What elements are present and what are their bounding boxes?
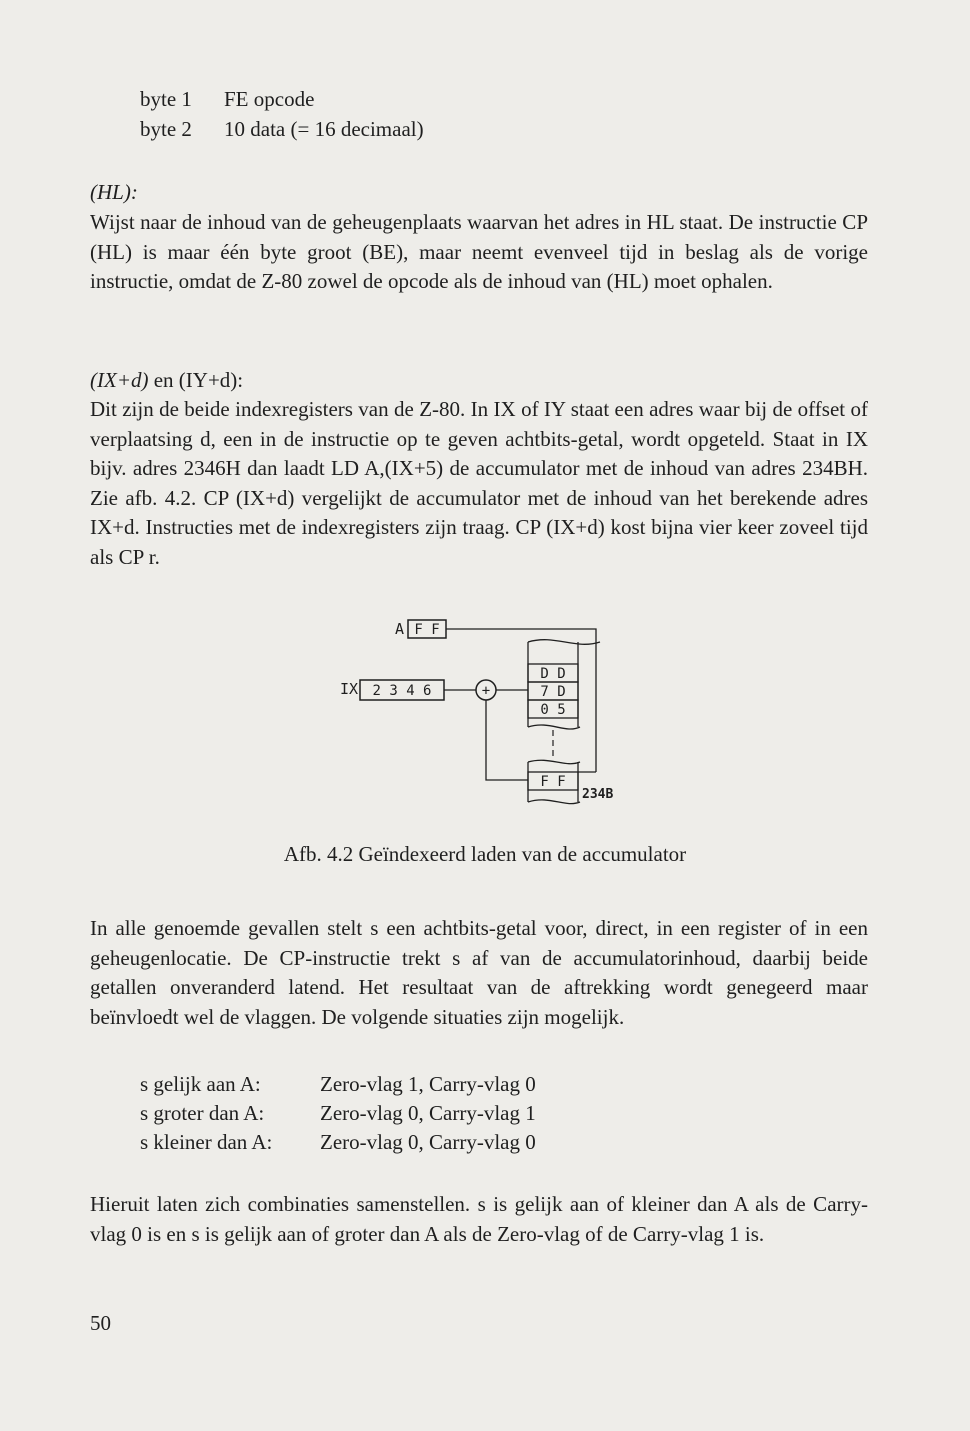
hl-heading: (HL):: [90, 180, 138, 204]
memory-cell-value: D D: [540, 666, 566, 682]
memory-cell-value: 0 5: [540, 702, 566, 718]
figure-caption: Afb. 4.2 Geïndexeerd laden van de accumulator: [283, 842, 687, 866]
a-register-label: A: [395, 620, 405, 638]
byte-value: 10 data (= 16 decimaal): [224, 117, 424, 141]
situation-condition: s gelijk aan A:: [140, 1072, 261, 1096]
situation-condition: s groter dan A:: [140, 1101, 265, 1125]
memory-torn-bottom: [528, 725, 580, 729]
situation-row: [140, 1101, 536, 1126]
memory-lower-torn-bottom: [528, 800, 580, 804]
closing-paragraph: Hieruit laten zich combinaties samenstellen. s is gelijk aan of kleiner dan A als de Carry-vlag 0 is en s is gelijk aan of groter dan A als de Zero-vlag of de Carry-vlag 1 is.: [90, 1192, 868, 1246]
a-register-value: F F: [414, 622, 440, 638]
situation-result: Zero-vlag 0, Carry-vlag 1: [320, 1101, 536, 1125]
adder-to-result-line: [486, 700, 528, 780]
ix-register-value: 2 3 4 6: [372, 683, 432, 699]
situation-result: Zero-vlag 0, Carry-vlag 0: [320, 1130, 536, 1154]
memory-cell-value: 7 D: [540, 684, 566, 700]
byte-line-2: [140, 117, 424, 142]
ix-heading-italic: (IX+d): [90, 368, 149, 392]
hl-paragraph: Wijst naar de inhoud van de geheugenplaats waarvan het adres in HL staat. De instructie CP (HL) is maar één byte groot (BE), maar neemt evenveel tijd in beslag als de vorige instructie, omdat de Z-80 zowel de opcode als de inhoud van (HL) moet ophalen.: [90, 210, 868, 293]
ix-heading: [90, 368, 243, 393]
adder-plus-sign: +: [481, 683, 491, 699]
byte-value: FE opcode: [224, 87, 315, 111]
ix-register-label: IX: [340, 680, 359, 698]
situation-row: [140, 1130, 536, 1155]
memory-torn-top: [528, 640, 600, 645]
byte-label: byte 2: [140, 117, 192, 141]
ix-heading-rest: en (IY+d):: [148, 368, 244, 392]
memory-lower-torn-top: [528, 760, 580, 763]
general-paragraph: In alle genoemde gevallen stelt s een achtbits-getal voor, direct, in een register of in een geheugenlocatie. De CP-instructie trekt s af van de accumulatorinhoud, daarbij beide getallen onveranderd latend. Het resultaat van de aftrekking wordt genegeerd maar beïnvloedt wel de vlaggen. De volgende situaties zijn mogelijk.: [90, 916, 868, 1029]
page-number: 50: [90, 1311, 111, 1335]
situation-result: Zero-vlag 1, Carry-vlag 0: [320, 1072, 536, 1096]
address-label: 234B: [582, 787, 614, 802]
indexed-load-diagram: [330, 612, 650, 812]
situation-row: [140, 1072, 536, 1097]
memory-result-value: F F: [540, 774, 566, 790]
situation-condition: s kleiner dan A:: [140, 1130, 273, 1154]
ix-paragraph: Dit zijn de beide indexregisters van de Z-80. In IX of IY staat een adres waar bij de offset of verplaatsing d, een in de instructie op te geven achtbits-getal, wordt opgeteld. Staat in IX bijv. adres 2346H dan laadt LD A,(IX+5) de accumulator met de inhoud van adres 234BH. Zie afb. 4.2. CP (IX+d) vergelijkt de accumulator met de inhoud van het berekende adres IX+d. Instructies met de indexregisters zijn traag. CP (IX+d) kost bijna vier keer zoveel tijd als CP r.: [90, 397, 868, 569]
byte-line-1: [140, 87, 314, 112]
byte-label: byte 1: [140, 87, 192, 111]
